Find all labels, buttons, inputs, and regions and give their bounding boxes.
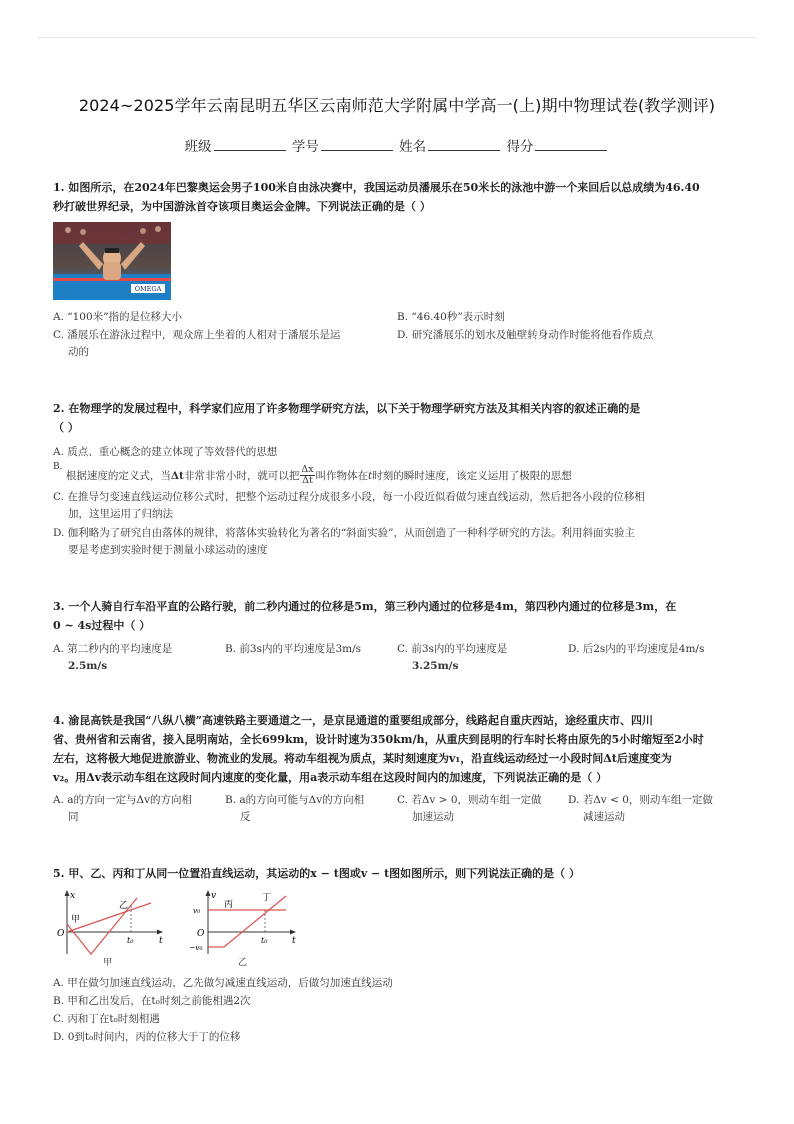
q5-option-d[interactable]: D. 0到t₀时间内，丙的位移大于丁的位移 — [53, 1031, 241, 1043]
xt-jia-label: 甲 — [71, 915, 81, 925]
q2-option-c-line-1: C. 在推导匀变速直线运动位移公式时，把整个运动过程分成很多小段，每一小段近似看做匀速直线运动，然后把各小段的位移相 — [53, 491, 645, 503]
question-1-stem — [53, 178, 743, 216]
q4-stem-line-1: 4. 渝昆高铁是我国“八纵八横”高速铁路主要通道之一，是京昆通道的重要组成部分，线路起自重庆西站，途经重庆市、四川 — [53, 714, 653, 727]
vt-v0-label: v₀ — [193, 906, 201, 915]
q2-b-fraction-den: Δt — [302, 475, 313, 486]
q2-option-d[interactable] — [53, 525, 743, 559]
q5-option-a[interactable]: A. 甲在做匀加速直线运动，乙先做匀减速直线运动，后做匀加速直线运动 — [53, 977, 393, 989]
xt-t-label: t — [159, 936, 163, 946]
score-label: 得分 — [506, 139, 534, 155]
q1-stem-line-1: 1. 如图所示，在2024年巴黎奥运会男子100米自由泳决赛中，我国运动员潘展乐在50米长的泳池中游一个来回后以总成绩为46.40 — [53, 181, 700, 194]
q3-option-a-line-1: A. 第二秒内的平均速度是 — [53, 643, 173, 655]
q4-option-b-line-1: B. a的方向可能与Δv的方向相 — [225, 794, 365, 806]
vt-time-arrow — [290, 930, 296, 935]
q4-stem-line-2: 省、贵州省和云南省，接入昆明南站，全长699km，设计时速为350km/h，从重庆到昆明的行车时长将由原先的5小时缩短至2小时 — [53, 733, 704, 746]
q4-stem-line-4: v₂。用Δv表示动车组在这段时间内速度的变化量，用a表示动车组在这段时间内的加速度，下列说法正确的是（ ） — [53, 771, 608, 784]
xt-x-label: x — [70, 891, 76, 901]
q4-option-d[interactable] — [568, 792, 713, 826]
q3-stem-line-1: 3. 一个人骑自行车沿平直的公路行驶，前二秒内通过的位移是5m，第三秒内通过的位移是4m，第四秒内通过的位移是3m，在 — [53, 600, 677, 613]
q4-option-c[interactable] — [397, 792, 542, 826]
question-3-stem — [53, 597, 743, 635]
q5-option-c[interactable]: C. 丙和丁在t₀时刻相遇 — [53, 1013, 160, 1025]
q2-option-d-line-2: 要是考虑到实验时便于测量小球运动的速度 — [68, 544, 268, 556]
vt-origin-label: O — [197, 929, 205, 939]
paper-title: 2024~2025学年云南昆明五华区云南师范大学附属中学高一(上)期中物理试卷(教学测评) — [78, 96, 716, 115]
q2-option-a[interactable]: A. 质点、重心概念的建立体现了等效替代的思想 — [53, 446, 278, 458]
q2-b-text-4: 时刻的瞬时速度，该定义运用了极限的思想 — [372, 469, 572, 482]
student-info-row — [0, 135, 794, 155]
q1-option-c-line-2: 动的 — [68, 346, 89, 358]
q1-swimmer-photo — [53, 222, 171, 300]
q2-option-d-line-1: D. 伽利略为了研究自由落体的规律，将落体实验转化为著名的“斜面实验”，从而创造了一种科学研究的方法。利用斜面实验主 — [53, 527, 635, 539]
q5-option-b[interactable]: B. 甲和乙出发后，在t₀时刻之前能相遇2次 — [53, 995, 251, 1007]
vt-ding-label: 丁 — [262, 893, 272, 903]
vt-v-arrow — [206, 890, 211, 896]
q1-option-b[interactable]: B. “46.40秒”表示时刻 — [397, 311, 505, 323]
q4-option-d-line-2: 减速运动 — [583, 811, 625, 823]
q1-option-c-line-1: C. 潘展乐在游泳过程中，观众席上坐着的人相对于潘展乐是运 — [53, 329, 341, 341]
q3-option-a-line-2: 2.5m/s — [68, 660, 108, 672]
q1-option-c[interactable] — [53, 327, 340, 361]
omega-sign: OMEGA — [134, 285, 162, 293]
name-label: 姓名 — [399, 139, 427, 155]
vt-neg-v0-label: −v₀ — [189, 943, 203, 952]
xt-origin-label: O — [57, 929, 65, 939]
q2-b-dt: Δt — [170, 469, 184, 482]
class-label: 班级 — [184, 139, 212, 155]
q2-stem-line-2: （ ） — [53, 421, 79, 434]
question-2-stem — [53, 399, 743, 437]
vt-t0-label: t₀ — [261, 936, 268, 945]
question-4-stem — [53, 711, 743, 787]
id-blank[interactable] — [321, 138, 393, 151]
q2-b-text-1: 根据速度的定义式，当 — [65, 469, 171, 482]
xt-x-arrow — [65, 890, 70, 896]
q4-stem-line-3: 左右，这将极大地促进旅游业、物流业的发展。将动车组视为质点，某时刻速度为v₁，沿直线运动经过一小段时间Δt后速度变为 — [53, 752, 672, 765]
q3-option-b[interactable]: B. 前3s内的平均速度是3m/s — [225, 643, 362, 655]
q3-option-c[interactable] — [397, 641, 507, 675]
q2-b-text-3: 叫作物体在 — [315, 469, 369, 482]
q3-option-c-line-2: 3.25m/s — [412, 660, 459, 672]
q4-option-b[interactable] — [225, 792, 364, 826]
vt-t-label: t — [292, 936, 296, 946]
q4-option-c-line-2: 加速运动 — [412, 811, 454, 823]
id-label: 学号 — [291, 139, 319, 155]
q2-stem-line-1: 2. 在物理学的发展过程中，科学家们应用了许多物理学研究方法，以下关于物理学研究方法及其相关内容的叙述正确的是 — [53, 402, 641, 415]
q4-option-c-line-1: C. 若Δv > 0，则动车组一定做 — [397, 794, 542, 806]
q5-graph-1-caption: 甲 — [103, 958, 113, 968]
q3-option-d[interactable]: D. 后2s内的平均速度是4m/s — [568, 643, 705, 655]
q2-b-fraction-num: Δx — [301, 464, 314, 475]
q2-option-b[interactable] — [53, 459, 743, 486]
q1-stem-line-2: 秒打破世界纪录，为中国游泳首夺该项目奥运会金牌。下列说法正确的是（ ） — [53, 200, 431, 213]
xt-time-arrow — [157, 930, 163, 935]
q3-option-a[interactable] — [53, 641, 172, 675]
top-divider — [38, 37, 756, 38]
q3-option-c-line-1: C. 前3s内的平均速度是 — [397, 643, 508, 655]
name-blank[interactable] — [428, 138, 500, 151]
q1-option-d[interactable]: D. 研究潘展乐的划水及触壁转身动作时能将他看作质点 — [397, 329, 654, 341]
q4-option-a[interactable] — [53, 792, 192, 826]
q4-option-b-line-2: 反 — [240, 811, 251, 823]
q3-stem-line-2: 0 ~ 4s过程中（ ） — [53, 619, 151, 632]
q2-option-c[interactable] — [53, 489, 743, 523]
q4-option-a-line-1: A. a的方向一定与Δv的方向相 — [53, 794, 193, 806]
vt-line-ding — [208, 896, 286, 947]
vt-v-label: v — [211, 891, 217, 901]
q4-option-d-line-1: D. 若Δv < 0，则动车组一定做 — [568, 794, 713, 806]
vt-bing-label: 丙 — [224, 900, 234, 910]
q2-b-t: t — [368, 469, 373, 482]
q4-option-a-line-2: 同 — [68, 811, 79, 823]
q5-graph-2-caption: 乙 — [238, 958, 248, 968]
class-blank[interactable] — [214, 138, 286, 151]
q2-option-c-line-2: 加，这里运用了归纳法 — [68, 508, 173, 520]
xt-t0-label: t₀ — [127, 936, 134, 945]
q2-option-b-label: B. — [53, 462, 63, 472]
q2-b-fraction — [300, 465, 314, 486]
question-5-stem: 5. 甲、乙、丙和丁从同一位置沿直线运动，其运动的x − t图或v − t图如图所示，则下列说法正确的是（ ） — [53, 867, 581, 880]
q1-option-a[interactable]: A. “100米”指的是位移大小 — [53, 311, 183, 323]
score-blank[interactable] — [535, 138, 607, 151]
xt-yi-label: 乙 — [119, 901, 129, 911]
q2-b-text-2: 非常非常小时，就可以把 — [183, 469, 300, 482]
